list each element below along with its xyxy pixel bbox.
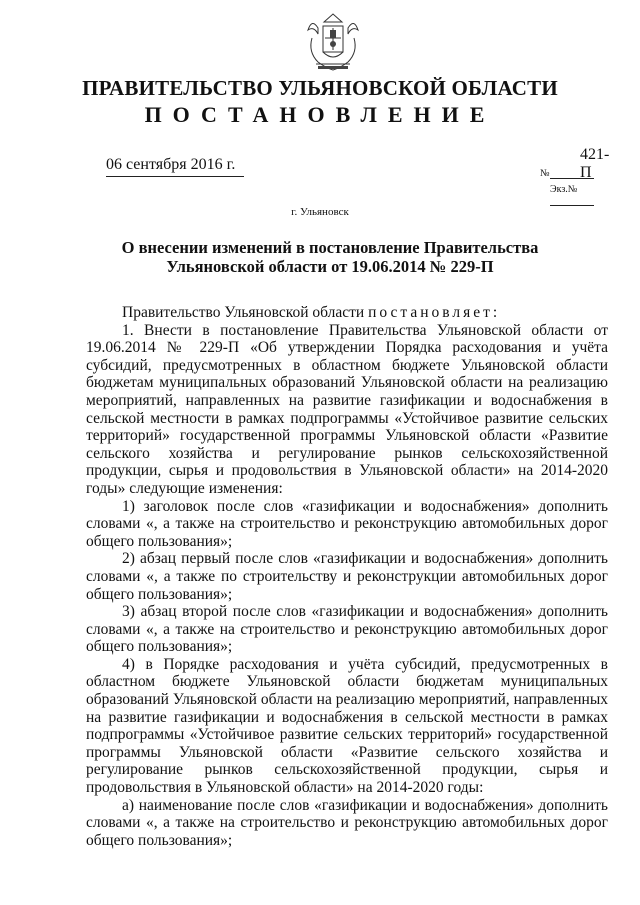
number-rule	[550, 178, 594, 179]
body-paragraph-3: 2) абзац первый после слов «газификации и водоснабжения» дополнить словами «, а также по строительству и реконструкции автомобильных дорог общего пользования»;	[86, 550, 608, 603]
copy-number-line	[550, 184, 620, 206]
body-paragraph-4: 3) абзац второй после слов «газификации и водоснабжения» дополнить словами «, а также на строительство и реконструкцию автомобильных дорог общего пользования»;	[86, 603, 608, 656]
number-line	[540, 168, 612, 179]
body-paragraph-2: 1) заголовок после слов «газификации и водоснабжения» дополнить словами «, а также на строительство и реконструкцию автомобильных дорог общего пользования»;	[86, 497, 608, 550]
city-name: г. Ульяновск	[291, 206, 349, 218]
copy-label: Экз.№	[550, 184, 578, 195]
subject-line-2: Ульяновской области от 19.06.2014 № 229-П	[166, 257, 494, 276]
government-title: ПРАВИТЕЛЬСТВО УЛЬЯНОВСКОЙ ОБЛАСТИ	[82, 76, 558, 100]
body-paragraph-5: 4) в Порядке расходования и учёта субсидий, предусмотренных в областном бюджете Ульяновской области бюджетам муниципальных образований Ульяновской области на реализацию мероприятий, направленных на развитие газификации и водоснабжения в сельской местности в рамках подпрограммы «Устойчивое развитие сельских территорий» государственной программы Ульяновской области «Развитие сельского хозяйства и регулирование рынков сельскохозяйственной продукции, сырья и продовольствия в Ульяновской области» на 2014-2020 годы:	[86, 655, 608, 797]
document-date: 06 сентября 2016 г.	[106, 156, 244, 177]
body-paragraph-1: 1. Внести в постановление Правительства Ульяновской области от 19.06.2014 № 229-П «Об утверждении Порядка расходования и учёта субсидий, предусмотренных в областном бюджете Ульяновской области бюджетам муниципальных образований Ульяновской области на реализацию мероприятий, направленных на развитие газификации и водоснабжения в сельской местности в рамках подпрограммы «Устойчивое развитие сельских территорий» государственной программы Ульяновской области «Развитие сельского хозяйства и регулирование рынков сельскохозяйственной продукции, сырья и продовольствия в Ульяновской области» на 2014-2020 годы» следующие изменения:	[86, 321, 608, 497]
number-label: №	[540, 168, 550, 179]
document-number: 421-П	[580, 146, 610, 181]
body-intro	[86, 304, 608, 322]
document-body	[86, 304, 608, 849]
body-paragraph-6: а) наименование после слов «газификации и водоснабжения» дополнить словами «, а также на строительство и реконструкцию автомобильных дорог общего пользования»;	[86, 796, 608, 849]
intro-verb: постановляет:	[368, 304, 501, 321]
document-kind-title: ПОСТАНОВЛЕНИЕ	[144, 102, 496, 127]
subject-line-1: О внесении изменений в постановление Правительства	[121, 238, 539, 257]
intro-text: Правительство Ульяновской области	[122, 304, 365, 321]
document-subject	[120, 238, 540, 276]
coat-of-arms-emblem	[304, 8, 362, 72]
